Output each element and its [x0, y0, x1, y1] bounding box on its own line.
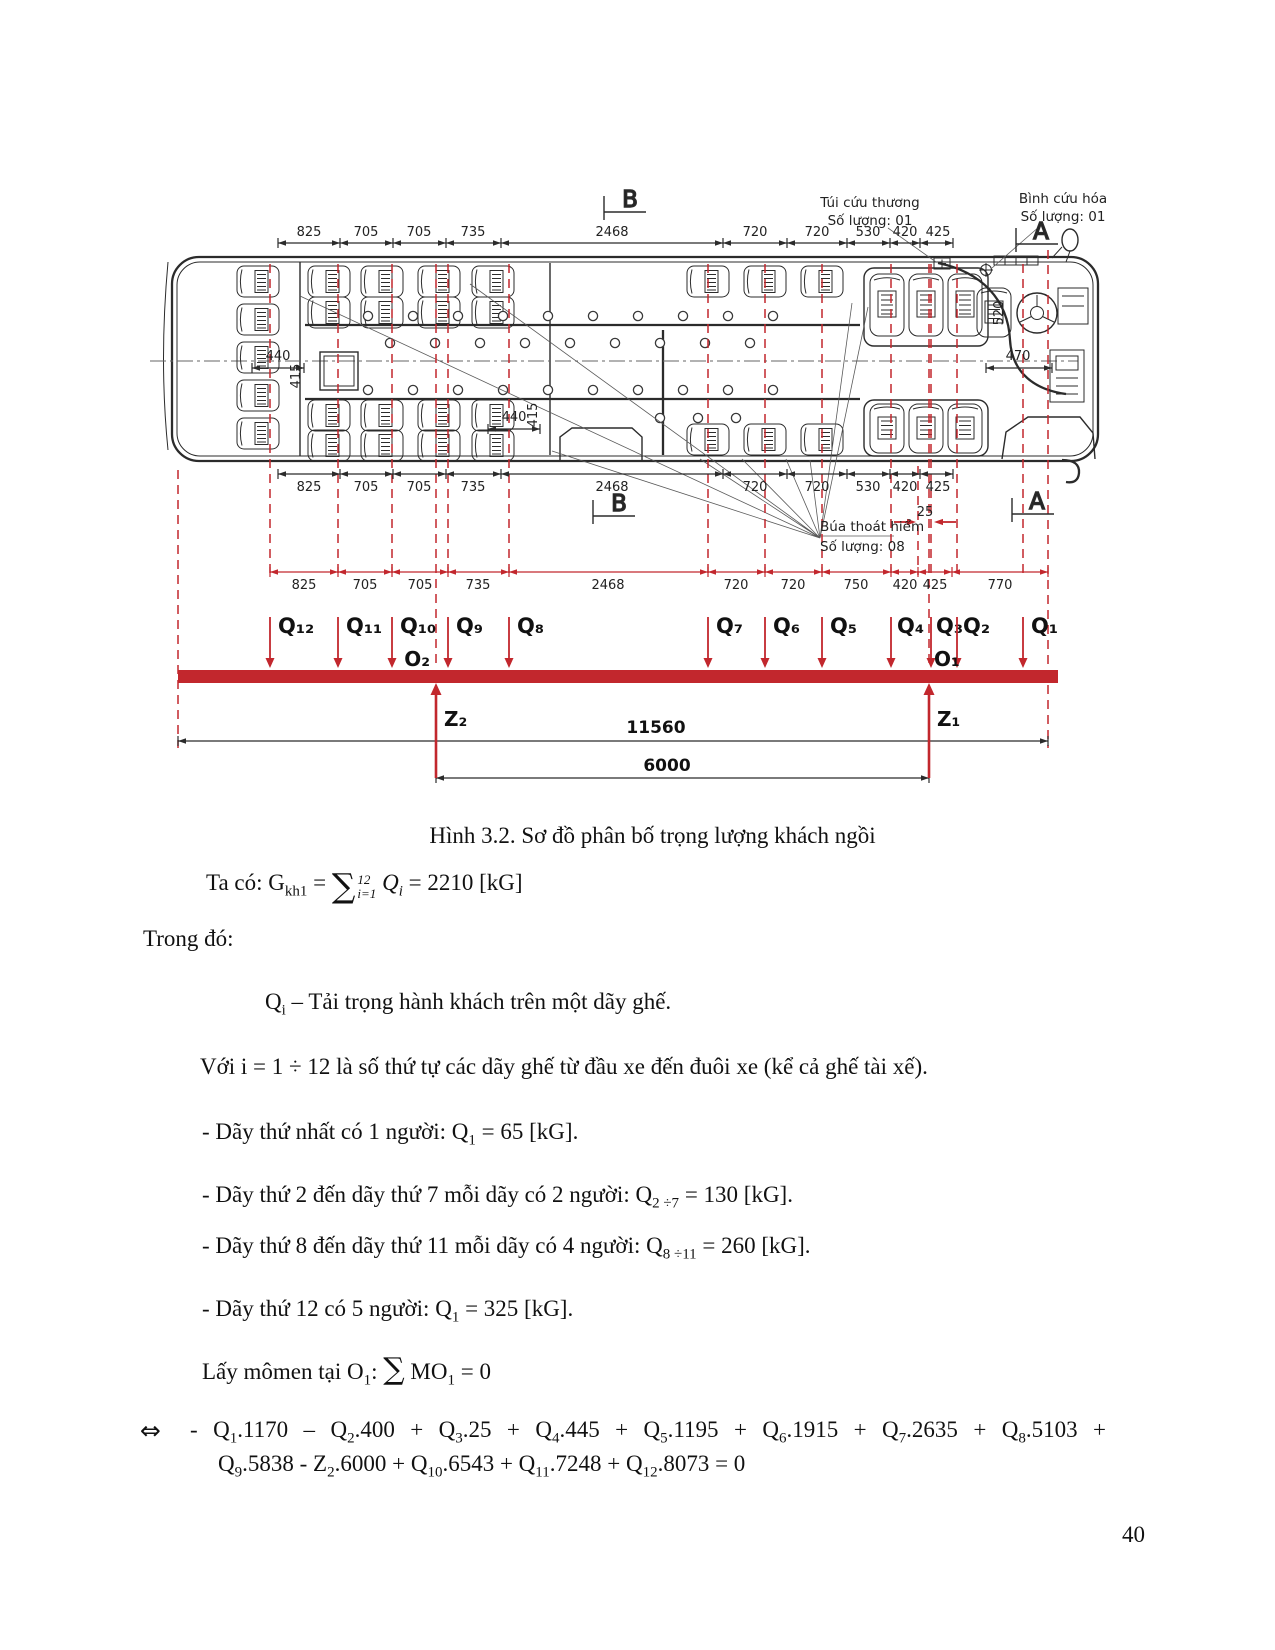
svg-text:520: 520 [992, 300, 1007, 326]
svg-text:Búa thoát hiểm: Búa thoát hiểm [820, 519, 925, 535]
q-arrow [818, 614, 858, 668]
svg-text:530: 530 [855, 225, 881, 240]
dim-470 [986, 363, 1052, 373]
section-mark-b-top [604, 187, 646, 220]
front-seat-blocks [864, 268, 988, 456]
svg-text:Q₅: Q₅ [830, 614, 858, 638]
svg-text:750: 750 [843, 578, 869, 593]
svg-text:Q₄: Q₄ [897, 614, 925, 638]
list-item-rows2-7: - Dãy thứ 2 đến dãy thứ 7 mỗi dãy có 2 người: $Q_{2 \div 7} = 130$ [kG]. [202, 1182, 793, 1212]
svg-text:705: 705 [406, 225, 432, 240]
rear-bumper [164, 262, 169, 450]
svg-text:440: 440 [265, 349, 291, 364]
formula-gkh1: Ta có: $G_{kh1}$ = ∑ 12 i=1 $Q_i = 2210$ [kG] [206, 866, 523, 905]
grab-handles [655, 413, 740, 422]
svg-text:440: 440 [501, 410, 527, 425]
svg-text:720: 720 [723, 578, 749, 593]
tow-hook-icon [1062, 460, 1079, 482]
svg-text:Q₃: Q₃ [936, 614, 964, 638]
svg-text:825: 825 [291, 578, 317, 593]
svg-text:Q₉: Q₉ [456, 614, 484, 638]
svg-text:770: 770 [987, 578, 1013, 593]
svg-text:420: 420 [892, 578, 918, 593]
svg-text:Q₁₀: Q₁₀ [400, 614, 437, 638]
q-arrow [1019, 614, 1059, 668]
svg-text:B: B [622, 187, 638, 213]
svg-text:Q₈: Q₈ [517, 614, 545, 638]
svg-text:Z₂: Z₂ [444, 707, 468, 731]
svg-text:2468: 2468 [595, 225, 629, 240]
svg-text:720: 720 [742, 225, 768, 240]
moment-equation-line2: $Q_9.5838 - Z_2.6000 + Q_{10}.6543 + Q_{11}.7248 + Q_{12}.8073 = 0$ [218, 1451, 746, 1481]
svg-text:Số lượng: 08: Số lượng: 08 [820, 539, 905, 555]
svg-text:Số lượng: 01: Số lượng: 01 [827, 213, 913, 229]
o2-label: O₂ [404, 647, 430, 671]
grab-handles [363, 311, 777, 320]
svg-text:Túi cứu thương: Túi cứu thương [820, 195, 920, 211]
svg-text:A: A [1033, 219, 1049, 245]
svg-text:735: 735 [460, 480, 486, 495]
support-reaction-z1 [924, 683, 961, 778]
svg-text:425: 425 [922, 578, 948, 593]
grab-handles [363, 385, 777, 394]
svg-text:B: B [611, 491, 627, 517]
dimension-chain-bottom [278, 469, 953, 479]
svg-text:420: 420 [892, 480, 918, 495]
svg-text:720: 720 [804, 480, 830, 495]
grab-handles [385, 338, 754, 347]
q-arrow [505, 614, 545, 668]
svg-text:425: 425 [925, 480, 951, 495]
callout-bua-thoat-hiem [820, 518, 924, 555]
svg-text:415: 415 [289, 363, 304, 389]
svg-text:2468: 2468 [591, 578, 625, 593]
wheel-box [320, 352, 358, 390]
list-item-row12: - Dãy thứ 12 có 5 người: $Q_1 = 325$ [kG]. [202, 1296, 574, 1326]
q-arrow [761, 614, 801, 668]
moment-statement: Lấy mômen tại $O_1$: ∑ $MO_1 = 0$ [202, 1352, 491, 1389]
total-length-dim [178, 736, 1048, 746]
equivalence-symbol: ⇔ [140, 1416, 161, 1445]
support-reaction-z2 [431, 683, 468, 778]
mid-door-step [560, 428, 642, 460]
svg-text:420: 420 [892, 225, 918, 240]
svg-text:720: 720 [780, 578, 806, 593]
svg-text:Số lượng: 01: Số lượng: 01 [1020, 209, 1106, 225]
svg-text:735: 735 [465, 578, 491, 593]
svg-text:825: 825 [296, 225, 322, 240]
paragraph-voi: Với i = 1 ÷ 12 là số thứ tự các dãy ghế từ đầu xe đến đuôi xe (kể cả ghế tài xế). [200, 1054, 928, 1079]
svg-text:25: 25 [916, 505, 934, 520]
svg-text:825: 825 [296, 480, 322, 495]
paragraph-trong-do: Trong đó: [143, 926, 234, 951]
figure-diagram [0, 170, 1275, 800]
list-item-row1: - Dãy thứ nhất có 1 người: $Q_1 = 65$ [kG]. [202, 1119, 579, 1149]
svg-text:Q₇: Q₇ [716, 614, 744, 638]
svg-text:735: 735 [460, 225, 486, 240]
svg-text:Q₁₁: Q₁₁ [346, 614, 383, 638]
svg-text:705: 705 [406, 480, 432, 495]
q-arrow [266, 614, 315, 668]
paragraph-qi-definition: $Q_i$ – Tải trọng hành khách trên một dãy ghế. [265, 989, 672, 1019]
o1-label: O₁ [934, 647, 960, 671]
svg-text:Q₁: Q₁ [1031, 614, 1059, 638]
callout-tui-cuu-thuong [819, 195, 919, 229]
moment-equation-line1: - $Q_1.1170 - Q_2.400 + Q_3.25 + Q_4.445 + Q_5.1195 + Q_6.1915 + Q_7.2635 + Q_8.5103$ + [190, 1417, 1106, 1447]
svg-text:425: 425 [925, 225, 951, 240]
total-length-label: 11560 [626, 718, 686, 738]
svg-text:705: 705 [352, 578, 378, 593]
svg-text:720: 720 [742, 480, 768, 495]
q-arrow [444, 614, 484, 668]
svg-text:705: 705 [407, 578, 433, 593]
dim-labels-red-chain [292, 578, 1013, 593]
fire-extinguisher-icon [979, 263, 993, 277]
section-mark-b-bottom [593, 491, 635, 524]
q-arrow [887, 614, 925, 668]
figure-caption: Hình 3.2. Sơ đồ phân bố trọng lượng khách ngồi [429, 823, 876, 848]
callout-binh-cuu-hoa [1019, 191, 1107, 225]
page-number: 40 [1122, 1522, 1145, 1547]
svg-text:A: A [1029, 489, 1045, 515]
svg-text:Q₂: Q₂ [963, 614, 991, 638]
svg-text:2468: 2468 [595, 480, 629, 495]
svg-text:415: 415 [526, 402, 541, 428]
svg-text:Q₁₂: Q₁₂ [278, 614, 315, 638]
q-arrow [704, 614, 744, 668]
wheelbase-label: 6000 [643, 756, 691, 776]
q-arrow [334, 614, 383, 668]
svg-text:470: 470 [1005, 349, 1031, 364]
list-item-rows8-11: - Dãy thứ 8 đến dãy thứ 11 mỗi dãy có 4 người: $Q_{8 \div 11} = 260$ [kG]. [202, 1233, 811, 1263]
svg-text:Z₁: Z₁ [937, 707, 961, 731]
svg-text:720: 720 [804, 225, 830, 240]
svg-text:530: 530 [855, 480, 881, 495]
load-beam [178, 670, 1058, 683]
svg-text:Bình cứu hóa: Bình cứu hóa [1018, 191, 1108, 207]
left-seat-columns [308, 266, 514, 461]
svg-text:Q₆: Q₆ [773, 614, 801, 638]
svg-text:705: 705 [353, 480, 379, 495]
svg-text:705: 705 [353, 225, 379, 240]
